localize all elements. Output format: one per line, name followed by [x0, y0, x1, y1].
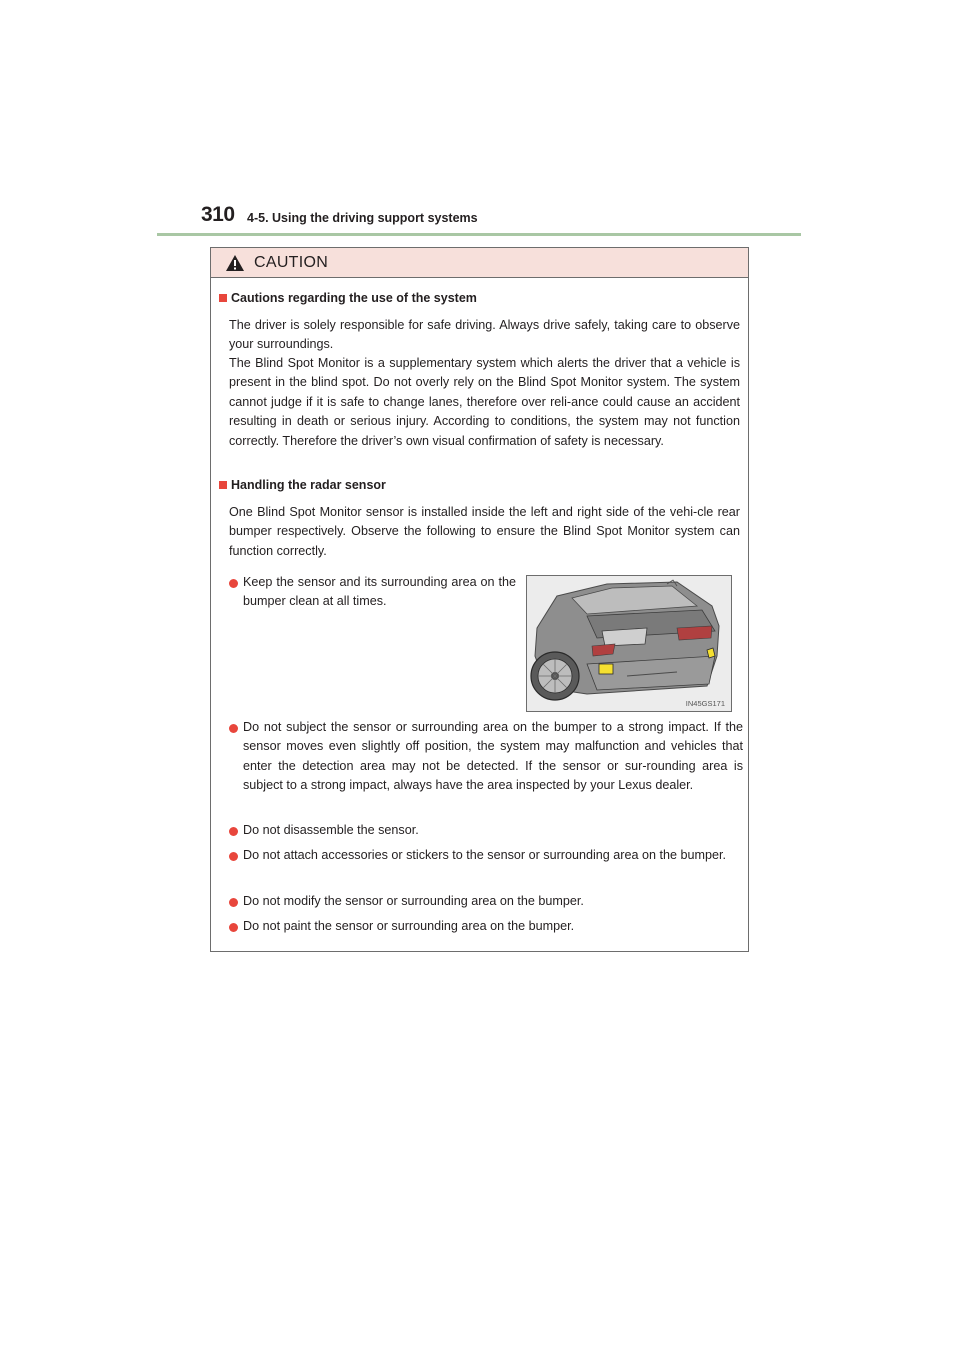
list-item-text: Keep the sensor and its surrounding area on the bumper clean at all times.: [243, 575, 516, 609]
section-heading-cautions: [219, 291, 477, 305]
header-rule: [157, 233, 801, 236]
section-heading-radar: [219, 478, 386, 492]
square-bullet-icon: [219, 481, 227, 489]
list-item: [229, 573, 516, 612]
figure-code: IN45GS171: [685, 699, 725, 708]
list-item: [229, 821, 743, 840]
list-item-text: Do not paint the sensor or surrounding area on the bumper.: [243, 919, 575, 933]
list-item: [229, 892, 743, 911]
round-bullet-icon: [229, 852, 238, 861]
round-bullet-icon: [229, 724, 238, 733]
list-item-text: Do not subject the sensor or surrounding area on the bumper to a strong impact. If the sensor moves even slightly off position, the system may malfunction and vehicles that enter the detection area may not be detected. If the sensor or sur-rounding area is subject to a strong impact, always have the area inspected by your Lexus dealer.: [243, 720, 743, 793]
round-bullet-icon: [229, 579, 238, 588]
square-bullet-icon: [219, 294, 227, 302]
caution-box: [210, 247, 749, 952]
round-bullet-icon: [229, 827, 238, 836]
paragraph: The Blind Spot Monitor is a supplementary system which alerts the driver that a vehicle is present in the blind spot. Do not overly rely on the Blind Spot Monitor system. The system cannot judge if it is safe to change lanes, therefore over reli-ance could cause an accident resulting in death or serious injury. According to conditions, the system may not function correctly. Therefore the driver’s own visual confirmation of safety is necessary.: [229, 356, 740, 448]
section-title: 4-5. Using the driving support systems: [247, 211, 478, 225]
caution-header: [211, 248, 748, 278]
list-item-text: Do not disassemble the sensor.: [243, 823, 419, 837]
list-item-text: Do not modify the sensor or surrounding area on the bumper.: [243, 894, 584, 908]
warning-triangle-icon: [225, 254, 245, 272]
section-heading-text: Cautions regarding the use of the system: [231, 291, 477, 305]
page-number: 310: [201, 203, 235, 226]
car-rear-drawing: [527, 576, 732, 712]
round-bullet-icon: [229, 923, 238, 932]
section-heading-text: Handling the radar sensor: [231, 478, 386, 492]
car-rear-illustration: [526, 575, 732, 712]
round-bullet-icon: [229, 898, 238, 907]
list-item: [229, 917, 743, 936]
paragraph: One Blind Spot Monitor sensor is installed inside the left and right side of the vehi-cle rear bumper respectively. Observe the following to ensure the Blind Spot Monitor system can function correctly.: [229, 505, 740, 558]
list-item: [229, 846, 743, 865]
list-item-text: Do not attach accessories or stickers to the sensor or surrounding area on the bumper.: [243, 848, 727, 862]
list-item: [229, 718, 743, 796]
caution-label: CAUTION: [254, 253, 329, 271]
paragraph: The driver is solely responsible for safe driving. Always drive safely, taking care to observe your surroundings.: [229, 318, 740, 352]
